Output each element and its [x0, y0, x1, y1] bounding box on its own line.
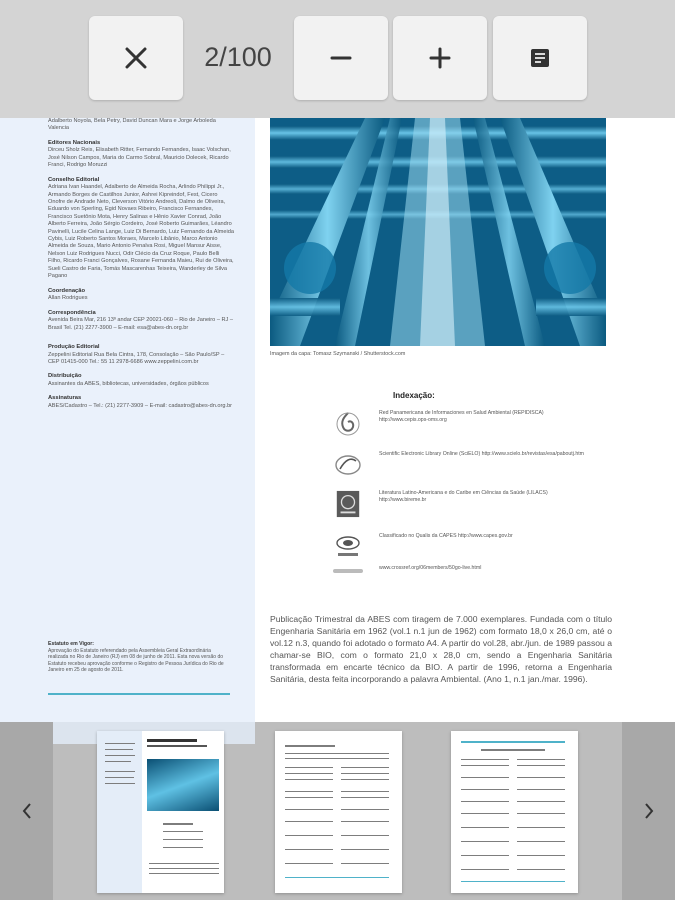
- lilacs-logo-icon: [333, 490, 363, 518]
- section-text: Adriana Ivan Haandel, Adalberto de Almeida Rocha, Arlindo Philippi Jr., Armando Borges de Castilhos Junior, Ashrei Kipreindof, Fest, Cicero Onofre de Andrade Neto, Cleverson Vitório Andreoli, Dalmo de Oliveira, Eduardo von Sperling, Egid Novaes Ribeiro, Francisco Fernandes, Francisco Suetônio Mota, Henry Salinas e Hênio Xavier Conrad, João Alberto Ferreira, João Sérgio Cordeiro, José Roberto Guimarães, Léandro Pavinelli, Lucile Celina Lange, Luiz Di Bernardo, Luiz Fernando da Almeida Cybis, Luiz Roberto Santos Moraes, Marcelo Libânio, Marco Antonio Almeida de Souza, Mario Antonio Penalva Rosi, Miguel Mansur Aisse, Nelson Luiz Rodrigues Nucci, Odir Clécio da Cruz Roque, Paulo Belli Filho, Ricardo Franci Gonçalves, Rosane Fernanda Maieu, Rui de Oliveira, Sueli Castro de Faria, Tomás Mascarenhas Teixeira, Wanderley de Silva Pagano: [48, 184, 234, 280]
- chevron-right-icon: [642, 801, 656, 821]
- section-title: Editores Nacionais: [48, 139, 101, 146]
- masthead-section: [48, 373, 234, 388]
- crossref-logo-icon: [333, 566, 363, 576]
- section-title: Correspondência: [48, 309, 96, 316]
- scielo-logo-icon: [333, 451, 363, 479]
- index-item: [333, 533, 593, 563]
- statute-note: [48, 641, 230, 674]
- cover-photo: [270, 118, 606, 346]
- thumbnail-strip: [0, 722, 675, 900]
- section-title: Coordenação: [48, 287, 86, 294]
- zoom-out-button[interactable]: [294, 16, 388, 100]
- index-item-text: Classificado no Qualis da CAPES http://www.capes.gov.br: [379, 533, 513, 539]
- masthead-section: [48, 310, 234, 332]
- zoom-in-button[interactable]: [393, 16, 487, 100]
- index-item: [333, 565, 593, 577]
- photo-caption: Imagem da capa: Tomasz Szymanski / Shutterstock.com: [270, 351, 406, 357]
- authors-text: Adalberto Noyola, Bela Petry, David Duncan Mara e Jorge Arboleda Valencia: [48, 118, 216, 132]
- masthead-section: [48, 140, 234, 170]
- document-list-icon: [528, 46, 552, 70]
- statute-text: Aprovação do Estatuto referendado pela Assembleia Geral Extraordinária realizada no Rio de Janeiro (RJ) em 08 de junho de 2011. Esta nova versão do Estatuto recebeu aprovação conforme o Registro de Pessoa Jurídica do Rio de Janeiro em 25 de agosto de 2011.: [48, 647, 224, 674]
- page-indicator: 2/100: [204, 42, 272, 72]
- masthead-section: [48, 344, 234, 366]
- masthead-section: [48, 288, 234, 303]
- index-item: [333, 451, 593, 481]
- statute-title: Estatuto em Vigor:: [48, 641, 95, 647]
- indexation-title: Indexação:: [393, 391, 435, 400]
- previous-page-button[interactable]: [0, 722, 53, 900]
- section-text: Allan Rodrigues: [48, 295, 88, 302]
- page-thumbnail-4[interactable]: [451, 731, 578, 893]
- index-item-text: Scientific Electronic Library Online (SciELO) http://www.scielo.br/revistas/esa/paboutj.htm: [379, 451, 584, 457]
- masthead-section: [48, 395, 234, 410]
- section-title: Produção Editorial: [48, 343, 100, 350]
- page-thumbnail-3[interactable]: [275, 731, 402, 893]
- chevron-left-icon: [20, 801, 34, 821]
- section-title: Distribuição: [48, 373, 82, 380]
- section-text: Zeppelini Editorial Rua Bela Cintra, 178, Consolação – São Paulo/SP – CEP 01415-000 Tel.: 55 11 2978-6686 www.zeppelini.com.br: [48, 351, 225, 365]
- masthead-section: [48, 177, 234, 281]
- index-item: [333, 410, 593, 440]
- minus-icon: [329, 46, 353, 70]
- capes-logo-icon: [333, 533, 363, 561]
- publication-note: Publicação Trimestral da ABES com tiragem de 7.000 exemplares. Fundada com o título Engenharia Sanitária em 1962 (vol.1 n.1 jun de 1962) com formato 18,0 x 26,0 cm, até o vol.12 n.3, quando foi adotado o formato A4. A partir do vol.28, abr./jun. de 1989 passou a chamar-se BIO, com o formato 21,0 x 28,0 cm, sendo a Engenharia Sanitária transformada em encarte técnico da BIO. A partir de 1996, retorna a Engenharia Sanitária, desta feita incorporando a palavra Ambiental. (Ano 1, n.1 jan./mar. 1996).: [270, 614, 612, 684]
- pipes-illustration: [270, 118, 606, 346]
- index-item-text: Red Panamericana de Informaciones en Salud Ambiental (REPIDISCA) http://www.cepis.ops-oms.org: [379, 410, 544, 423]
- table-of-contents-button[interactable]: [493, 16, 587, 100]
- index-item: [333, 490, 593, 520]
- divider: [48, 693, 230, 695]
- close-icon: [124, 46, 148, 70]
- section-title: Conselho Editorial: [48, 176, 100, 183]
- section-text: Dirceu Sholz Reis, Elisabeth Ritter, Fernando Fernandes, Isaac Volschan, José Nilson Campos, Maria do Carmo Sobral, Mauricio Dolecek, Ricardo Franci, Rodrigo Moruzzi: [48, 147, 231, 169]
- plus-icon: [428, 46, 452, 70]
- section-text: Assinantes da ABES, bibliotecas, universidades, órgãos públicos: [48, 380, 209, 387]
- index-item-text: www.crossref.org/06members/50go-live.html: [379, 565, 482, 571]
- section-text: Avenida Beira Mar, 216 13º andar CEP 20021-060 – Rio de Janeiro – RJ – Brasil Tel. (21) 2277-3900 – E-mail: esa@abes-dn.org.br: [48, 317, 233, 331]
- index-item-text: Literatura Latino-Americana e do Caribe em Ciências da Saúde (LILACS) http://www.bireme.br: [379, 490, 548, 503]
- repidisca-logo-icon: [333, 410, 363, 438]
- section-title: Assinaturas: [48, 395, 82, 402]
- page-thumbnail-2[interactable]: [97, 731, 224, 893]
- viewer-toolbar: [0, 0, 675, 118]
- section-text: ABES/Cadastro – Tel.: (21) 2277-3909 – E-mail: cadastro@abes-dn.org.br: [48, 402, 233, 409]
- next-page-button[interactable]: [622, 722, 675, 900]
- close-button[interactable]: [89, 16, 183, 100]
